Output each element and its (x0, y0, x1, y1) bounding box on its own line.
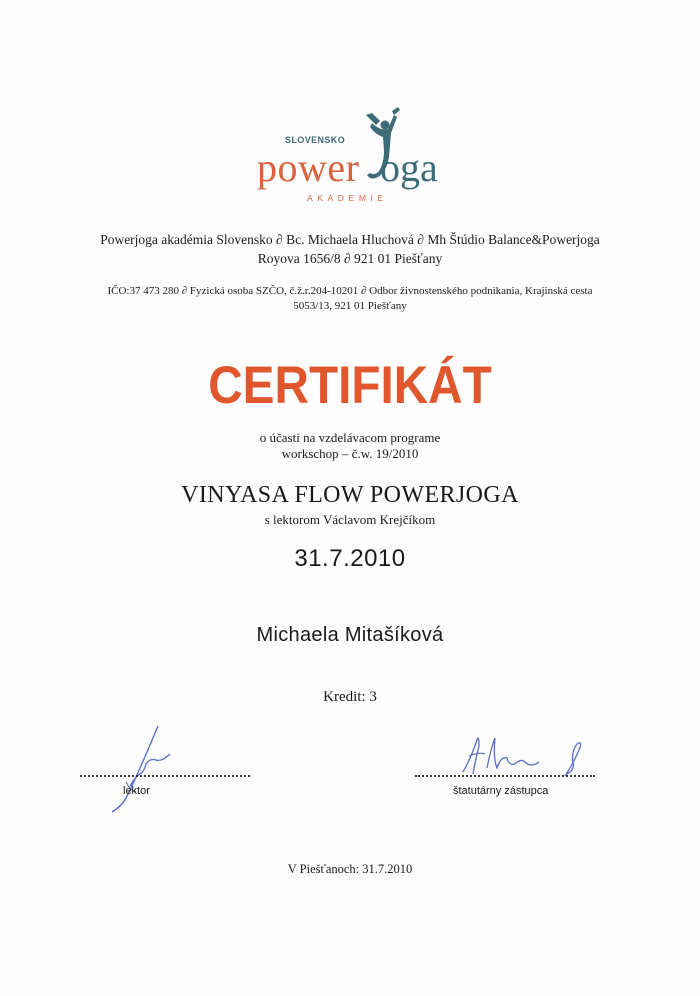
lector-label: lektor (123, 785, 150, 797)
org-line-1: Powerjoga akadémia Slovensko ∂ Bc. Michaela Hluchová ∂ Mh Štúdio Balance&Powerjoga (100, 232, 600, 247)
logo-oga-text: oga (380, 145, 438, 190)
certificate-title: CERTIFIKÁT (208, 356, 492, 415)
workshop-date: 31.7.2010 (294, 545, 406, 572)
statutory-label: štatutárny zástupca (453, 785, 549, 797)
lector-signature-icon (100, 720, 190, 820)
place-and-date: V Piešťanoch: 31.7.2010 (287, 862, 413, 876)
logo-power-text: power (257, 145, 360, 190)
certificate-subtitle-1: o účasti na vzdelávacom programe (259, 430, 441, 445)
lector-line: s lektorom Václavom Krejčíkom (264, 512, 436, 527)
participant-name: Michaela Mitašíková (256, 624, 444, 646)
ico-line-1: IČO:37 473 280 ∂ Fyzická osoba SZČO, č.ž.r.204-10201 ∂ Odbor živnostenského podnikania, Krajinská cesta (107, 285, 593, 297)
statutory-signature-icon (455, 728, 595, 788)
credit-value: Kredit: 3 (323, 689, 377, 705)
logo-akademie-text: AKADEMIE (307, 193, 388, 203)
ico-line-2: 5053/13, 921 01 Piešťany (293, 300, 407, 312)
certificate-subtitle-2: workschop – č.w. 19/2010 (281, 446, 419, 461)
akademie-logo (0, 105, 700, 215)
lector-signature-line (80, 775, 250, 777)
logo-slovensko-text: SLOVENSKO (285, 135, 346, 145)
org-line-2: Royova 1656/8 ∂ 921 01 Piešťany (257, 251, 443, 266)
statutory-signature-line (415, 775, 595, 777)
program-name: VINYASA FLOW POWERJOGA (181, 482, 519, 508)
